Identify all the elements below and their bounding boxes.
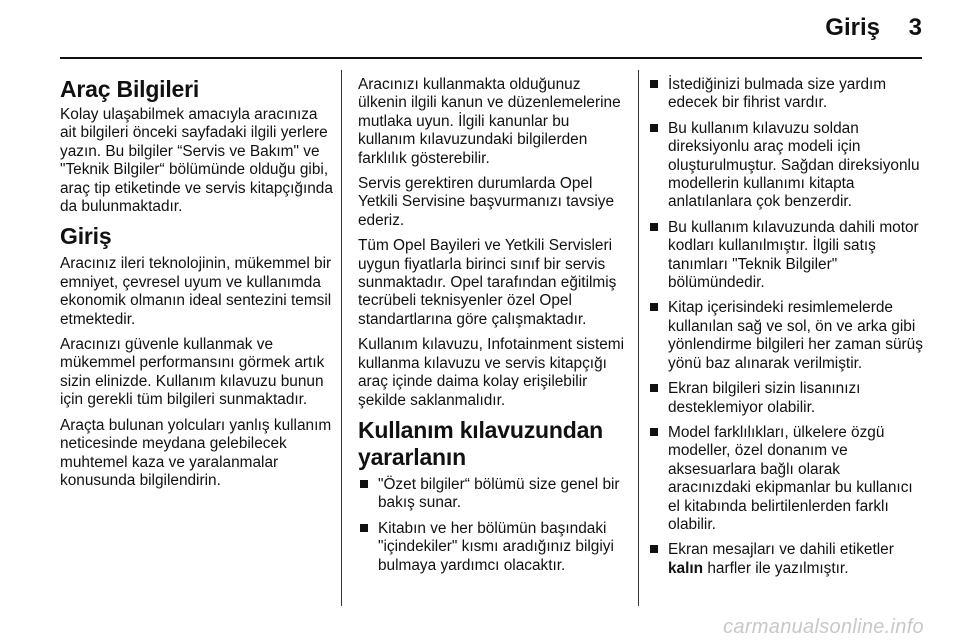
section-title-arac-bilgileri: Araç Bilgileri xyxy=(60,76,200,102)
paragraph: Kullanım kılavuzu, Infotainment sistemi kullanma kılavuzu ve servis kitapçığı araç içinde daima kolay erişilebilir şekilde saklanmalıdır. xyxy=(358,336,625,409)
list-item-text: Bu kullanım kılavuzu soldan direksiyonlu araç modeli için oluşturulmuştur. Sağdan direksiyonlu modellerin kullanımı kitapta anlatılanlara çok benzerdir. xyxy=(668,119,920,211)
paragraph: Aracınız ileri teknolojinin, mükemmel bir emniyet, çevresel uyum ve kullanımda ekonomik olmanın ideal sentezini temsil etmektedir. xyxy=(60,255,332,328)
list-item xyxy=(648,299,926,373)
bold-word: kalın xyxy=(668,559,704,577)
paragraph: Servis gerektiren durumlarda Opel Yetkili Servisine başvurmanızı tavsiye ederiz. xyxy=(358,175,615,229)
bullet-square-icon xyxy=(650,124,658,132)
page-number: 3 xyxy=(908,14,922,41)
list-item-text: Kitabın ve her bölümün başındaki "içindekiler" kısmı aradığınız bilgiyi bulmaya yardımcı olacaktır. xyxy=(378,519,614,574)
column-2 xyxy=(358,76,626,582)
paragraph: Tüm Opel Bayileri ve Yetkili Servisleri uygun fiyatlarla birinci sınıf bir servis sunmaktadır. Opel tarafından eğitilmiş tecrübeli teknisyenler özel Opel standartlarına göre çalışmaktadır. xyxy=(358,237,617,328)
bullet-square-icon xyxy=(650,428,658,436)
bullet-square-icon xyxy=(650,303,658,311)
paragraph: Kolay ulaşabilmek amacıyla aracınıza ait bilgileri önceki sayfadaki ilgili yerlere yazın. Bu bilgiler “Servis ve Bakım" ve "Teknik Bilgiler“ bölümünde olduğu gibi, araç tip etiketinde ve servis kitapçığında da bulunmaktadır. xyxy=(60,106,333,216)
bullet-square-icon xyxy=(360,480,368,488)
watermark: carmanualsonline.info xyxy=(723,616,924,638)
section-title-kullanim-kilavuzu: Kullanım kılavuzundan yararlanın xyxy=(358,416,604,470)
list-item-text: Bu kullanım kılavuzunda dahili motor kodları kullanılmıştır. İlgili satış tanımları "Teknik Bilgiler" bölümündedir. xyxy=(668,218,919,292)
bullet-square-icon xyxy=(650,384,658,392)
section-title-giris: Giriş xyxy=(60,223,112,250)
paragraph: Araçta bulunan yolcuları yanlış kullanım neticesinde meydana gelebilecek muhtemel kaza ve yaralanmalar konusunda bilgilendirin. xyxy=(60,416,332,489)
bullet-square-icon xyxy=(650,80,658,88)
list-item xyxy=(648,380,926,417)
column-divider-2 xyxy=(638,70,639,606)
list-item-text-prefix: Ekran mesajları ve dahili etiketler xyxy=(668,541,894,559)
paragraph: Aracınızı kullanmakta olduğunuz ülkenin ilgili kanun ve düzenlemelerine mutlaka uyun. İlgili kanunlar bu kullanım kılavuzundaki bilgilerden farklılık gösterebilir. xyxy=(358,76,621,167)
page-title: Giriş xyxy=(825,14,880,41)
header-rule xyxy=(60,57,922,59)
list-item xyxy=(648,76,926,113)
column-3 xyxy=(648,76,926,585)
list-item xyxy=(648,120,926,212)
bullet-square-icon xyxy=(650,223,658,231)
column-1 xyxy=(60,76,335,497)
column-divider-1 xyxy=(341,70,342,606)
list-item xyxy=(648,424,926,534)
list-item-text: İstediğinizi bulmada size yardım edecek bir fihrist vardır. xyxy=(668,76,887,112)
page-header xyxy=(0,0,960,64)
list-item xyxy=(358,476,626,513)
list-item-text: Kitap içerisindeki resimlemelerde kullanılan sağ ve sol, ön ve arka gibi yönlendirme bilgileri her zaman sürüş yönü baz alınarak verilmiştir. xyxy=(668,299,923,372)
bullet-square-icon xyxy=(360,524,368,532)
paragraph: Aracınızı güvenle kullanmak ve mükemmel performansını görmek artık sizin elinizde. Kullanım kılavuzu bunun için gerekli tüm bilgileri sunmaktadır. xyxy=(60,336,325,409)
list-item-text: "Özet bilgiler“ bölümü size genel bir bakış sunar. xyxy=(378,475,620,512)
list-item-text-suffix: harfler ile yazılmıştır. xyxy=(703,559,849,577)
bullet-square-icon xyxy=(650,545,658,553)
list-item xyxy=(648,219,926,293)
list-item-text: Ekran bilgileri sizin lisanınızı desteklemiyor olabilir. xyxy=(668,380,861,416)
bullet-list xyxy=(358,476,626,575)
list-item xyxy=(358,520,626,575)
list-item-text: Model farklılıkları, ülkelere özgü modeller, özel donanım ve aksesuarlara bağlı olarak aracınızdaki ekipmanlar bu kullanıcı el kitabında belirtilenlerden farklı olabilir. xyxy=(668,423,913,533)
bullet-list xyxy=(648,76,926,578)
list-item xyxy=(648,541,926,578)
